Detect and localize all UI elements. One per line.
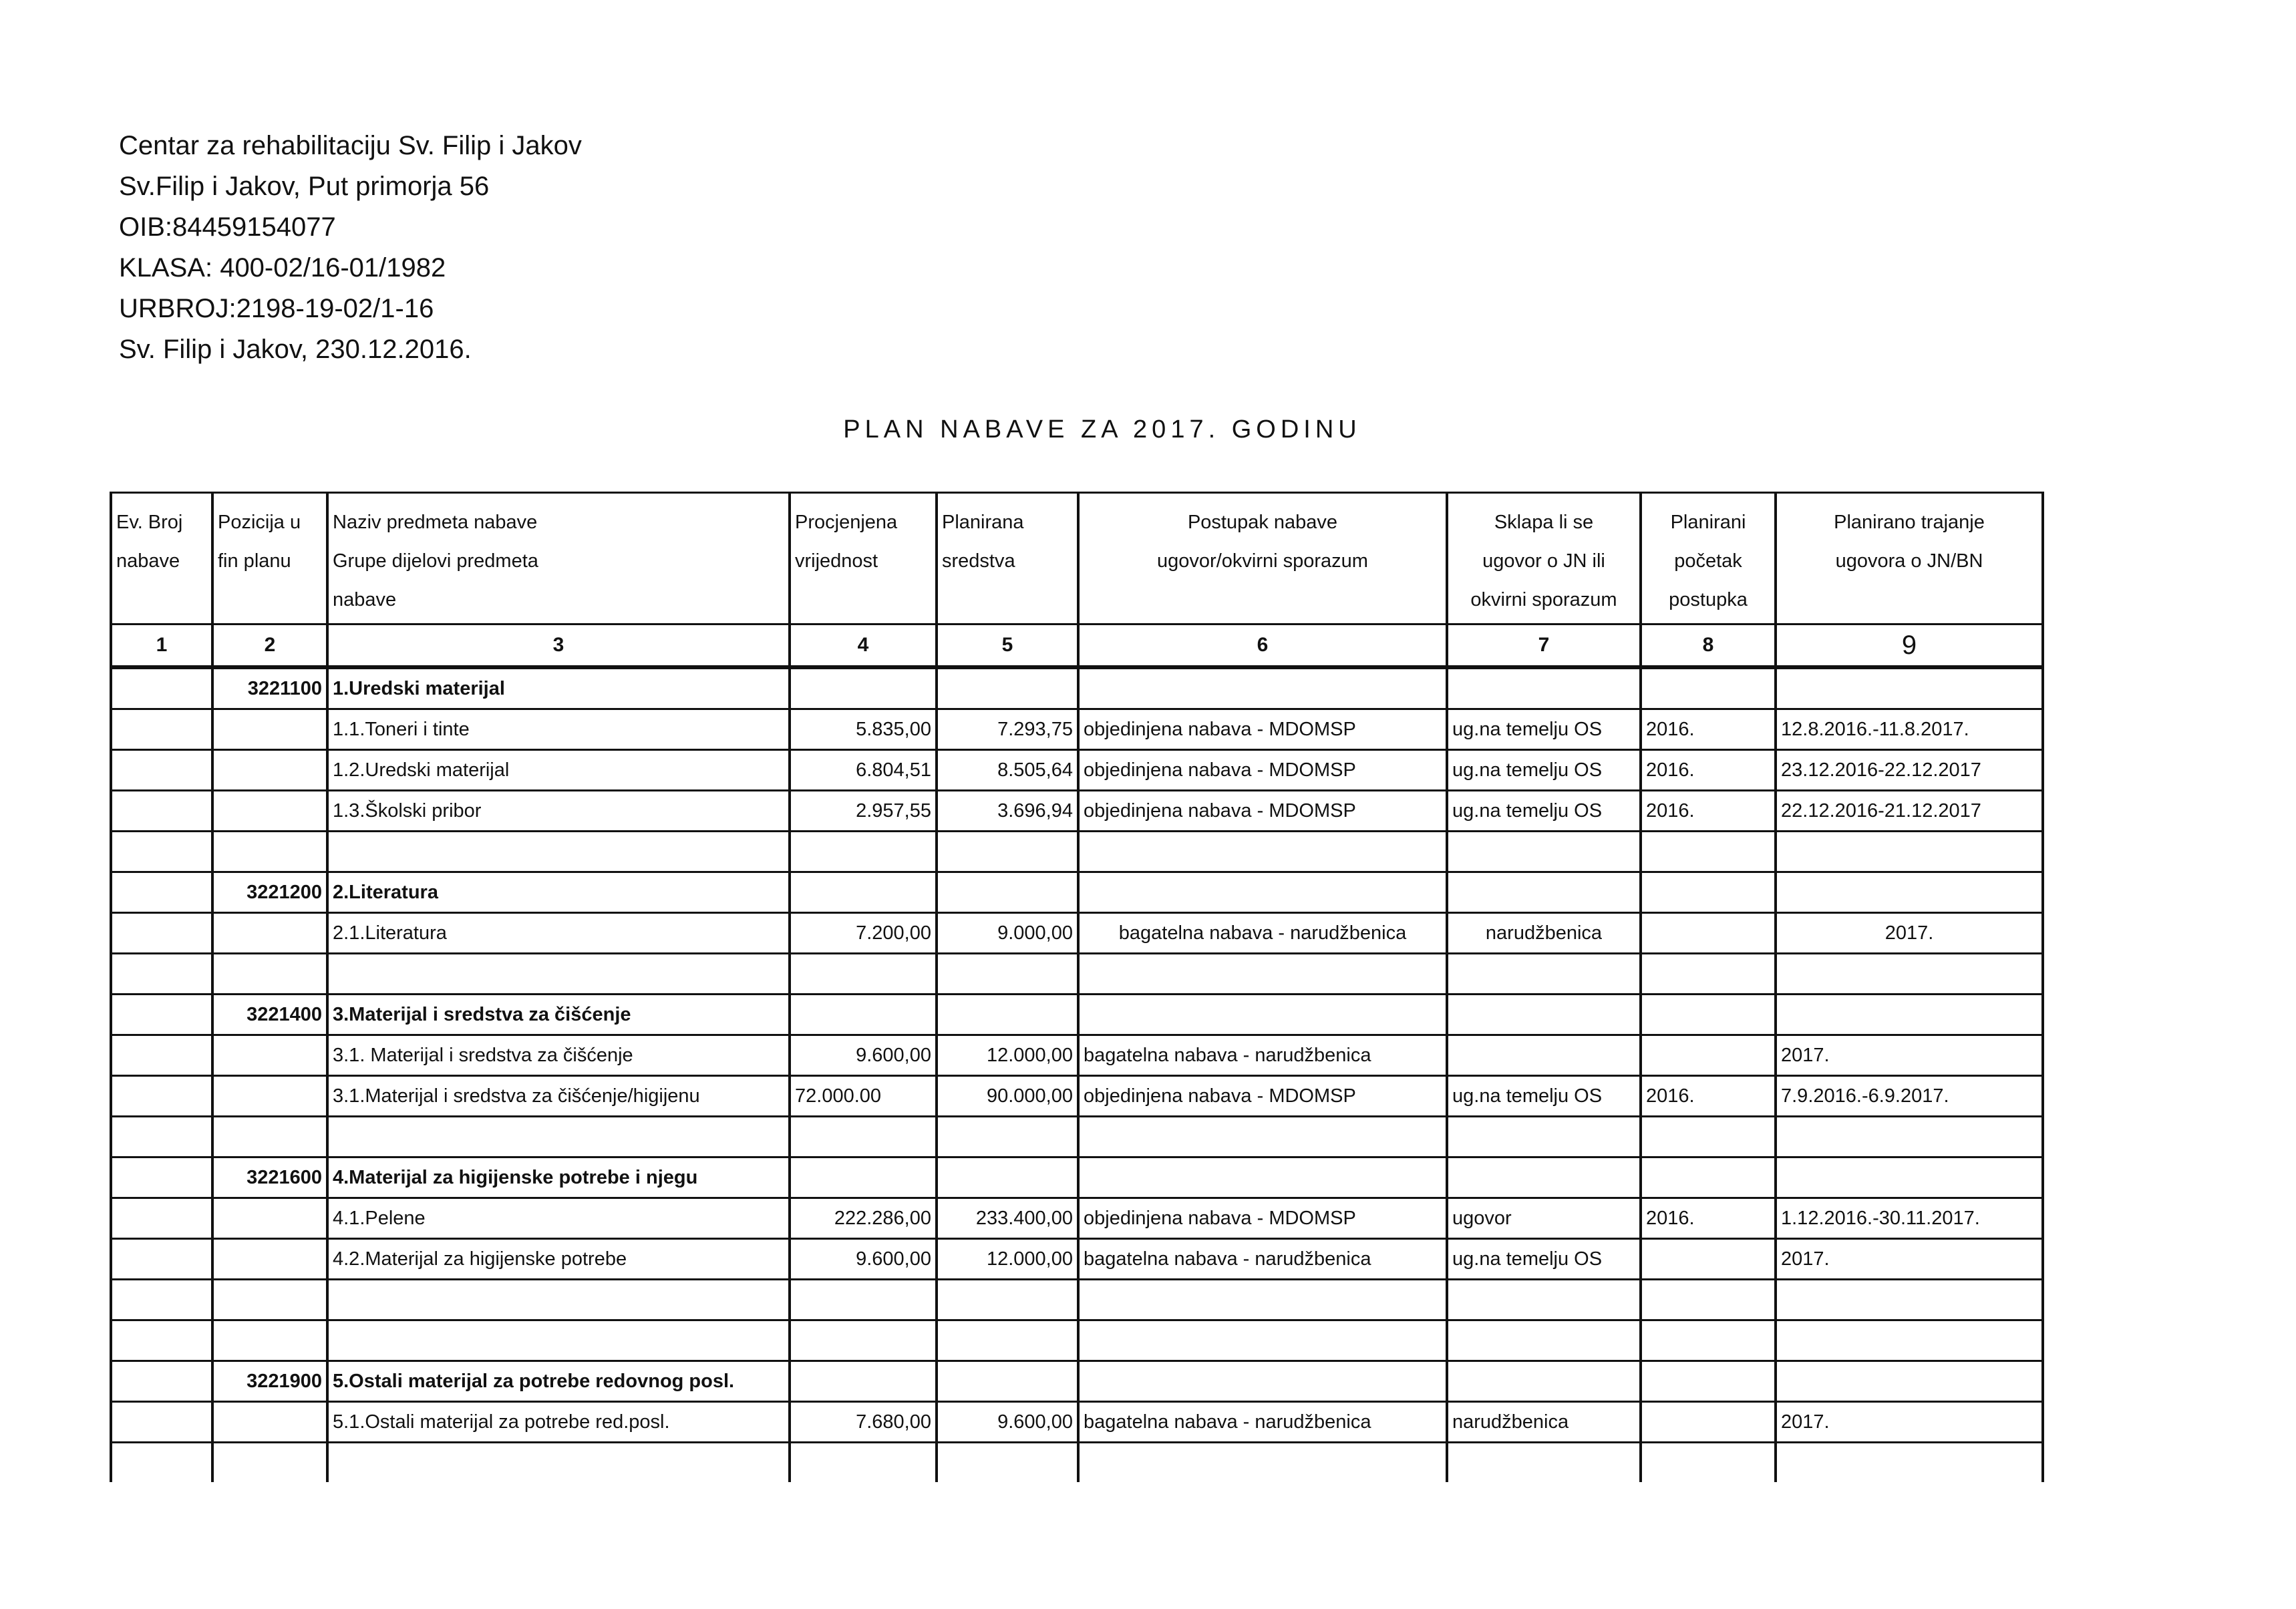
position-cell: 3221100 [212,667,327,709]
contract-type-cell [1447,1117,1641,1157]
position-cell [212,1076,327,1117]
item-name-cell: 4.Materijal za higijenske potrebe i njegu [327,1157,790,1198]
table-row [111,1239,2043,1280]
procedure-cell: objedinjena nabava - MDOMSP [1078,709,1447,750]
planned-funds-cell: 233.400,00 [937,1198,1078,1239]
table-row [111,913,2043,954]
procedure-cell: bagatelna nabava - narudžbenica [1078,1239,1447,1280]
planned-funds-cell: 9.600,00 [937,1402,1078,1443]
ev-broj-cell [111,1361,212,1402]
position-cell [212,1035,327,1076]
item-name-cell: 2.1.Literatura [327,913,790,954]
column-header-line: Naziv predmeta nabave [333,512,538,533]
position-cell [212,1443,327,1483]
column-header-line: Ev. Broj [116,512,183,533]
column-number: 7 [1447,624,1641,668]
planned-funds-cell [937,995,1078,1035]
klasa: KLASA: 400-02/16-01/1982 [119,253,446,283]
start-cell [1641,832,1776,872]
item-name-cell: 3.Materijal i sredstva za čišćenje [327,995,790,1035]
ev-broj-cell [111,954,212,995]
institution-address: Sv.Filip i Jakov, Put primorja 56 [119,172,490,201]
item-name-cell [327,832,790,872]
duration-cell: 12.8.2016.-11.8.2017. [1776,709,2043,750]
duration-cell: 2017. [1776,913,2043,954]
ev-broj-cell [111,750,212,791]
planned-funds-cell: 12.000,00 [937,1239,1078,1280]
ev-broj-cell [111,709,212,750]
planned-funds-cell [937,832,1078,872]
procedure-cell [1078,1280,1447,1320]
duration-cell: 2017. [1776,1239,2043,1280]
column-number: 5 [937,624,1078,668]
procedure-cell [1078,954,1447,995]
estimated-value-cell: 5.835,00 [790,709,937,750]
estimated-value-cell [790,1320,937,1361]
column-header-line: vrijednost [795,550,878,572]
document-title: PLAN NABAVE ZA 2017. GODINU [843,415,1361,443]
estimated-value-cell: 6.804,51 [790,750,937,791]
planned-funds-cell: 12.000,00 [937,1035,1078,1076]
start-cell: 2016. [1641,1076,1776,1117]
place-date: Sv. Filip i Jakov, 230.12.2016. [119,335,472,364]
ev-broj-cell [111,1117,212,1157]
table-row [111,1402,2043,1443]
item-name-cell [327,1320,790,1361]
column-header-line: ugovor/okvirni sporazum [1157,550,1368,572]
start-cell [1641,1157,1776,1198]
contract-type-cell [1447,1361,1641,1402]
estimated-value-cell [790,1443,937,1483]
estimated-value-cell: 72.000.00 [790,1076,937,1117]
document-header [119,126,582,370]
planned-funds-cell [937,954,1078,995]
item-name-cell: 4.1.Pelene [327,1198,790,1239]
column-header-line: Pozicija u [218,512,301,533]
contract-type-cell: narudžbenica [1447,913,1641,954]
position-cell [212,1402,327,1443]
start-cell [1641,872,1776,913]
start-cell [1641,1239,1776,1280]
column-header [212,493,327,624]
item-name-cell: 3.1. Materijal i sredstva za čišćenje [327,1035,790,1076]
planned-funds-cell [937,1157,1078,1198]
start-cell: 2016. [1641,709,1776,750]
procedure-cell: objedinjena nabava - MDOMSP [1078,750,1447,791]
position-cell [212,1198,327,1239]
contract-type-cell: ug.na temelju OS [1447,709,1641,750]
duration-cell [1776,1280,2043,1320]
table-row [111,1320,2043,1361]
ev-broj-cell [111,872,212,913]
contract-type-cell [1447,1320,1641,1361]
start-cell [1641,954,1776,995]
start-cell: 2016. [1641,1198,1776,1239]
contract-type-cell [1447,832,1641,872]
ev-broj-cell [111,1157,212,1198]
procedure-cell [1078,1157,1447,1198]
table-header-row [111,493,2043,624]
start-cell [1641,995,1776,1035]
planned-funds-cell [937,1117,1078,1157]
start-cell [1641,1320,1776,1361]
estimated-value-cell [790,872,937,913]
estimated-value-cell [790,954,937,995]
contract-type-cell: ugovor [1447,1198,1641,1239]
procedure-cell: objedinjena nabava - MDOMSP [1078,1198,1447,1239]
item-name-cell: 4.2.Materijal za higijenske potrebe [327,1239,790,1280]
position-cell: 3221200 [212,872,327,913]
column-number: 4 [790,624,937,668]
duration-cell [1776,1361,2043,1402]
column-header [1447,493,1641,624]
column-header-line: početak [1674,550,1742,572]
column-header-line: nabave [333,589,397,610]
column-header-line: Planirani [1670,512,1746,533]
estimated-value-cell [790,1157,937,1198]
planned-funds-cell: 7.293,75 [937,709,1078,750]
column-header-line: Sklapa li se [1494,512,1594,533]
planned-funds-cell: 8.505,64 [937,750,1078,791]
item-name-cell [327,1280,790,1320]
procedure-cell [1078,667,1447,709]
position-cell [212,832,327,872]
table-row [111,1035,2043,1076]
ev-broj-cell [111,1320,212,1361]
contract-type-cell: ug.na temelju OS [1447,1239,1641,1280]
column-number: 6 [1078,624,1447,668]
ev-broj-cell [111,791,212,832]
start-cell [1641,1280,1776,1320]
procedure-cell [1078,1117,1447,1157]
estimated-value-cell: 2.957,55 [790,791,937,832]
position-cell [212,1320,327,1361]
column-header-line: ugovora o JN/BN [1835,550,1983,572]
start-cell [1641,667,1776,709]
start-cell [1641,1402,1776,1443]
group-row [111,1157,2043,1198]
contract-type-cell [1447,954,1641,995]
column-header-line: fin planu [218,550,291,572]
ev-broj-cell [111,1198,212,1239]
estimated-value-cell: 222.286,00 [790,1198,937,1239]
column-header [1078,493,1447,624]
table-row [111,954,2043,995]
column-header-line: ugovor o JN ili [1482,550,1605,572]
estimated-value-cell [790,1280,937,1320]
group-row [111,995,2043,1035]
column-header-line: okvirni sporazum [1470,589,1617,610]
table-row [111,1117,2043,1157]
ev-broj-cell [111,1402,212,1443]
position-cell [212,1280,327,1320]
position-cell [212,791,327,832]
table-row [111,1198,2043,1239]
position-cell [212,913,327,954]
start-cell [1641,1035,1776,1076]
procedure-cell: objedinjena nabava - MDOMSP [1078,1076,1447,1117]
column-number: 9 [1776,624,2043,668]
group-row [111,872,2043,913]
duration-cell: 2017. [1776,1402,2043,1443]
planned-funds-cell [937,1361,1078,1402]
estimated-value-cell [790,832,937,872]
procurement-table [110,492,2044,1482]
estimated-value-cell [790,1117,937,1157]
planned-funds-cell [937,667,1078,709]
duration-cell [1776,995,2043,1035]
item-name-cell: 5.Ostali materijal za potrebe redovnog posl. [327,1361,790,1402]
column-header-line: nabave [116,550,180,572]
start-cell [1641,913,1776,954]
position-cell [212,1239,327,1280]
position-cell: 3221400 [212,995,327,1035]
column-header [111,493,212,624]
duration-cell [1776,1117,2043,1157]
column-header-line: sredstva [942,550,1015,572]
oib: OIB:84459154077 [119,212,336,242]
ev-broj-cell [111,913,212,954]
start-cell [1641,1361,1776,1402]
duration-cell: 1.12.2016.-30.11.2017. [1776,1198,2043,1239]
planned-funds-cell [937,1320,1078,1361]
contract-type-cell: narudžbenica [1447,1402,1641,1443]
item-name-cell: 1.3.Školski pribor [327,791,790,832]
column-number: 2 [212,624,327,668]
position-cell: 3221900 [212,1361,327,1402]
planned-funds-cell [937,1443,1078,1483]
position-cell [212,1117,327,1157]
procedure-cell: bagatelna nabava - narudžbenica [1078,1035,1447,1076]
column-header-line: Planirano trajanje [1834,512,1985,533]
procedure-cell [1078,872,1447,913]
column-header-line: postupka [1669,589,1748,610]
table-row [111,832,2043,872]
column-header-line: Procjenjena [795,512,898,533]
contract-type-cell: ug.na temelju OS [1447,750,1641,791]
urbroj: URBROJ:2198-19-02/1-16 [119,294,434,323]
group-row [111,667,2043,709]
table-row [111,709,2043,750]
column-number: 3 [327,624,790,668]
column-header [1776,493,2043,624]
ev-broj-cell [111,1280,212,1320]
estimated-value-cell [790,667,937,709]
ev-broj-cell [111,667,212,709]
item-name-cell [327,954,790,995]
contract-type-cell [1447,667,1641,709]
position-cell [212,750,327,791]
estimated-value-cell [790,1361,937,1402]
column-number: 1 [111,624,212,668]
contract-type-cell [1447,872,1641,913]
planned-funds-cell: 3.696,94 [937,791,1078,832]
column-header [327,493,790,624]
item-name-cell [327,1117,790,1157]
contract-type-cell: ug.na temelju OS [1447,1076,1641,1117]
estimated-value-cell [790,995,937,1035]
contract-type-cell [1447,995,1641,1035]
table-row [111,791,2043,832]
column-header-line: Postupak nabave [1187,512,1338,533]
procedure-cell [1078,1361,1447,1402]
column-header [790,493,937,624]
estimated-value-cell: 9.600,00 [790,1239,937,1280]
procedure-cell [1078,832,1447,872]
planned-funds-cell [937,1280,1078,1320]
start-cell [1641,1443,1776,1483]
procedure-cell: objedinjena nabava - MDOMSP [1078,791,1447,832]
duration-cell: 7.9.2016.-6.9.2017. [1776,1076,2043,1117]
procedure-cell [1078,1443,1447,1483]
item-name-cell: 1.1.Toneri i tinte [327,709,790,750]
contract-type-cell [1447,1443,1641,1483]
duration-cell: 23.12.2016-22.12.2017 [1776,750,2043,791]
estimated-value-cell: 7.680,00 [790,1402,937,1443]
item-name-cell: 2.Literatura [327,872,790,913]
column-header-line: Grupe dijelovi predmeta [333,550,538,572]
position-cell [212,709,327,750]
procedure-cell: bagatelna nabava - narudžbenica [1078,1402,1447,1443]
column-header-line: Planirana [942,512,1024,533]
item-name-cell: 5.1.Ostali materijal za potrebe red.posl. [327,1402,790,1443]
duration-cell: 2017. [1776,1035,2043,1076]
estimated-value-cell: 9.600,00 [790,1035,937,1076]
item-name-cell: 1.2.Uredski materijal [327,750,790,791]
duration-cell [1776,954,2043,995]
column-number-row [111,624,2043,668]
planned-funds-cell: 90.000,00 [937,1076,1078,1117]
estimated-value-cell: 7.200,00 [790,913,937,954]
duration-cell [1776,872,2043,913]
duration-cell [1776,667,2043,709]
group-row [111,1361,2043,1402]
ev-broj-cell [111,832,212,872]
start-cell [1641,1117,1776,1157]
table-row [111,1280,2043,1320]
table-row [111,1443,2043,1483]
ev-broj-cell [111,1239,212,1280]
duration-cell [1776,1320,2043,1361]
duration-cell [1776,1157,2043,1198]
planned-funds-cell [937,872,1078,913]
ev-broj-cell [111,1035,212,1076]
contract-type-cell [1447,1280,1641,1320]
column-header [1641,493,1776,624]
ev-broj-cell [111,1076,212,1117]
duration-cell [1776,832,2043,872]
column-header [937,493,1078,624]
institution-name: Centar za rehabilitaciju Sv. Filip i Jakov [119,131,582,160]
contract-type-cell: ug.na temelju OS [1447,791,1641,832]
start-cell: 2016. [1641,791,1776,832]
duration-cell [1776,1443,2043,1483]
ev-broj-cell [111,1443,212,1483]
contract-type-cell [1447,1157,1641,1198]
item-name-cell [327,1443,790,1483]
procedure-cell: bagatelna nabava - narudžbenica [1078,913,1447,954]
item-name-cell: 1.Uredski materijal [327,667,790,709]
column-number: 8 [1641,624,1776,668]
procedure-cell [1078,1320,1447,1361]
contract-type-cell [1447,1035,1641,1076]
ev-broj-cell [111,995,212,1035]
item-name-cell: 3.1.Materijal i sredstva za čišćenje/higijenu [327,1076,790,1117]
planned-funds-cell: 9.000,00 [937,913,1078,954]
table-row [111,1076,2043,1117]
procedure-cell [1078,995,1447,1035]
duration-cell: 22.12.2016-21.12.2017 [1776,791,2043,832]
start-cell: 2016. [1641,750,1776,791]
table-row [111,750,2043,791]
position-cell: 3221600 [212,1157,327,1198]
position-cell [212,954,327,995]
